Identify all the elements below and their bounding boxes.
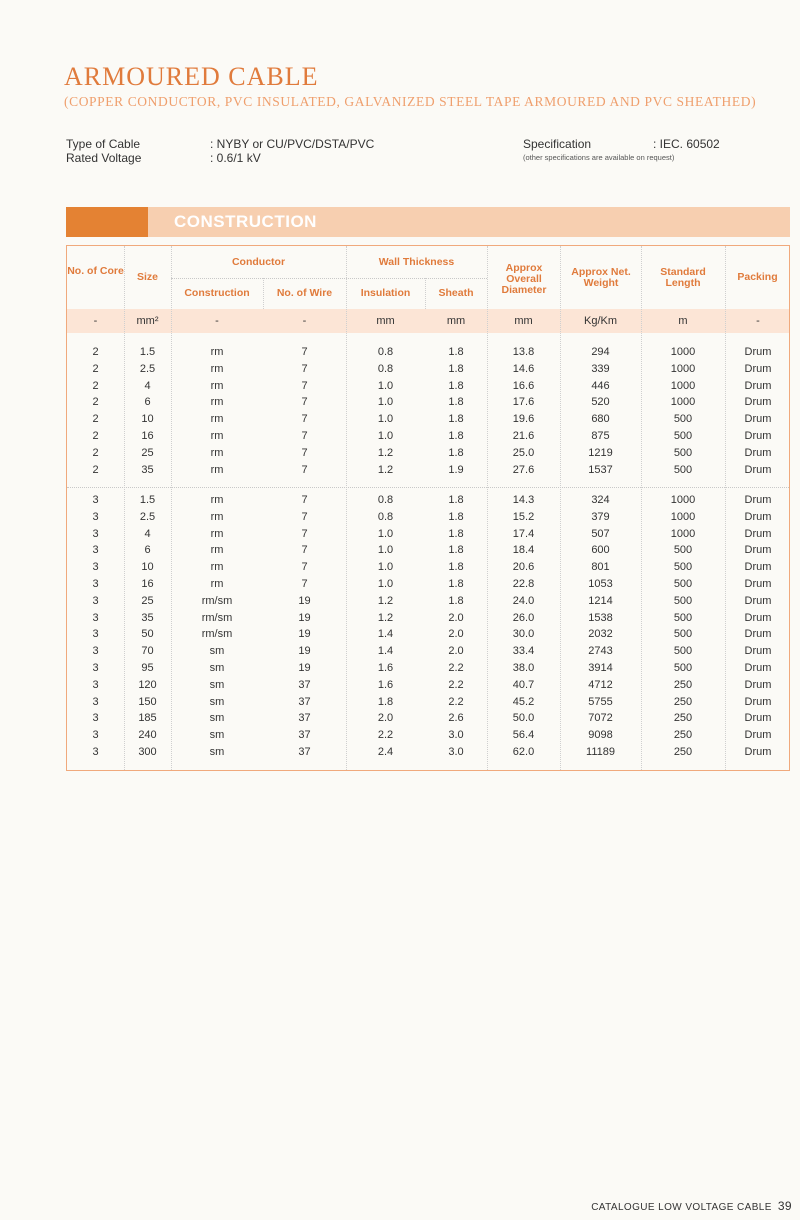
header-approx-diameter: Approx Overall Diameter [501,262,547,296]
cell-insulation: 1.0 [377,396,394,409]
cell-size: 185 [138,712,157,725]
cell-wire: 7 [301,463,308,476]
cell-construction: sm [209,645,225,658]
cable-specs [66,137,374,165]
cell-sheath: 1.9 [448,463,464,476]
cell-diameter: 17.4 [512,527,535,540]
cell-weight: 1219 [588,446,613,459]
header-approx-weight: Approx Net. Weight [571,266,631,289]
cell-insulation: 1.4 [377,628,394,641]
cell-construction: rm [210,446,224,459]
cell-size: 16 [141,430,154,442]
cell-sheath: 2.2 [448,678,464,691]
cell-length: 1000 [670,510,696,523]
cell-length: 500 [673,594,693,607]
unit-insulation: mm [376,315,395,327]
cell-weight: 446 [591,379,610,392]
cell-wire: 19 [298,645,311,658]
cell-sheath: 1.8 [448,379,464,392]
cell-diameter: 18.4 [512,544,535,557]
cell-construction: sm [209,729,225,742]
cell-weight: 379 [591,510,610,523]
cell-sheath: 1.8 [448,396,464,409]
header-size: Size [136,271,158,283]
cell-insulation: 1.2 [377,594,394,607]
cell-weight: 1214 [588,594,613,607]
cell-diameter: 45.2 [512,695,535,708]
cell-size: 35 [141,463,154,476]
cell-sheath: 1.8 [448,544,464,557]
cell-sheath: 3.0 [448,746,464,758]
cell-insulation: 1.0 [377,544,394,557]
cell-length: 500 [673,662,693,674]
cell-diameter: 26.0 [512,611,535,624]
cell-diameter: 24.0 [512,594,535,607]
cell-construction: rm [210,578,224,590]
cell-sheath: 1.8 [448,413,464,426]
cell-insulation: 1.0 [377,379,394,392]
cell-wire: 7 [301,396,308,409]
cell-size: 25 [141,446,154,459]
cell-insulation: 2.2 [377,729,394,742]
cell-weight: 11189 [586,746,615,758]
cell-size: 1.5 [139,494,156,506]
cell-core: 2 [92,446,99,459]
cell-wire: 7 [301,494,308,506]
cell-core: 3 [92,712,99,725]
cell-size: 25 [141,594,154,607]
cell-core: 2 [92,413,99,426]
cell-weight: 801 [591,561,610,574]
spec-value: : IEC. 60502 [653,137,720,151]
cell-length: 250 [673,746,693,758]
cell-length: 1000 [670,362,696,375]
cell-sheath: 3.0 [448,729,464,742]
cell-wire: 7 [301,578,308,590]
cell-diameter: 25.0 [512,446,535,459]
cell-weight: 2032 [588,628,613,641]
cell-wire: 7 [301,346,308,358]
cell-diameter: 62.0 [512,746,535,758]
cell-packing: Drum [744,430,772,442]
cell-insulation: 1.0 [377,578,394,590]
cell-wire: 7 [301,413,308,426]
cell-packing: Drum [744,712,772,725]
type-value: : NYBY or CU/PVC/DSTA/PVC [210,137,375,151]
cell-construction: rm [210,346,224,358]
page-number: 39 [777,1199,792,1213]
cell-insulation: 1.8 [377,695,394,708]
cell-size: 300 [138,746,157,758]
cell-wire: 37 [298,695,311,708]
unit-wire: - [302,315,307,327]
header-conductor: Conductor [231,256,286,268]
cell-diameter: 14.6 [512,362,535,375]
cell-packing: Drum [744,561,772,574]
cell-core: 2 [92,362,99,375]
cell-construction: rm [210,362,224,375]
cell-sheath: 1.8 [448,527,464,540]
header-standard-length: Standard Length [660,266,706,289]
cell-packing: Drum [744,645,772,658]
cell-construction: rm [210,544,224,557]
cell-weight: 507 [591,527,610,540]
cell-size: 6 [144,396,151,409]
cell-sheath: 1.8 [448,446,464,459]
cell-wire: 7 [301,379,308,392]
cell-core: 3 [92,695,99,708]
cell-sheath: 1.8 [448,430,464,442]
unit-sheath: mm [446,315,466,327]
cell-packing: Drum [744,413,772,426]
cell-insulation: 1.2 [377,446,394,459]
cell-wire: 7 [301,430,308,442]
cell-sheath: 2.0 [448,611,464,624]
cell-sheath: 1.8 [448,346,464,358]
cell-insulation: 1.0 [377,413,394,426]
cell-weight: 324 [591,494,610,506]
cell-sheath: 1.8 [448,362,464,375]
cell-insulation: 1.0 [377,430,394,442]
cell-length: 1000 [670,494,696,506]
cell-diameter: 33.4 [512,645,535,658]
cell-diameter: 30.0 [512,628,535,641]
cell-core: 3 [92,578,99,590]
cell-packing: Drum [744,729,772,742]
cell-weight: 520 [591,396,610,409]
cell-construction: rm [210,379,224,392]
spec-label: Specification [523,137,592,151]
cell-packing: Drum [744,362,772,375]
cell-sheath: 1.8 [448,510,464,523]
cell-diameter: 17.6 [512,396,535,409]
cell-core: 3 [92,494,99,506]
cell-length: 500 [673,413,693,426]
cell-length: 1000 [670,346,696,358]
cell-core: 3 [92,527,99,540]
cell-packing: Drum [744,446,772,459]
cell-packing: Drum [744,695,772,708]
cell-sheath: 1.8 [448,594,464,607]
spec-note: (other specifications are available on request) [523,153,675,162]
cell-size: 10 [141,413,154,426]
unit-construction: - [215,315,219,327]
unit-diameter: mm [514,315,533,327]
header-construction: Construction [184,287,250,299]
cell-insulation: 1.6 [377,678,394,691]
cell-construction: rm/sm [201,611,233,624]
cell-sheath: 2.0 [448,628,464,641]
cell-core: 3 [92,611,99,624]
cell-construction: sm [209,746,225,758]
cell-weight: 875 [591,430,610,442]
cell-diameter: 15.2 [512,510,535,523]
cell-length: 500 [673,544,693,557]
cell-insulation: 0.8 [377,362,394,375]
cell-size: 95 [141,662,154,674]
cell-length: 500 [673,430,693,442]
cell-weight: 294 [591,346,610,358]
cell-packing: Drum [744,611,772,624]
cell-packing: Drum [744,544,772,557]
cell-packing: Drum [744,379,772,392]
cell-diameter: 40.7 [512,678,535,691]
cell-size: 2.5 [139,362,156,375]
cell-construction: sm [209,678,225,691]
cell-construction: rm [210,510,224,523]
cell-weight: 339 [591,362,610,375]
page-title: ARMOURED CABLE [64,62,319,91]
cell-diameter: 20.6 [512,561,535,574]
section-band [66,207,790,237]
cell-core: 3 [92,746,99,758]
cell-wire: 37 [298,712,311,725]
cell-weight: 2743 [588,645,613,658]
cell-wire: 7 [301,544,308,557]
cell-core: 2 [92,396,99,409]
cell-wire: 37 [298,746,311,758]
cell-length: 250 [673,712,693,725]
cell-diameter: 21.6 [512,430,535,442]
cell-wire: 7 [301,561,308,574]
cell-size: 10 [141,561,154,574]
cell-wire: 37 [298,678,311,691]
cell-insulation: 0.8 [377,494,394,506]
cell-insulation: 1.2 [377,611,394,624]
band-accent [66,207,148,237]
cell-packing: Drum [744,396,772,409]
cell-sheath: 2.6 [448,712,464,725]
cell-weight: 1538 [588,611,613,624]
cell-length: 500 [673,446,693,459]
cell-construction: rm [210,527,224,540]
cell-core: 3 [92,729,99,742]
cell-insulation: 0.8 [377,510,394,523]
cell-construction: rm [210,430,224,442]
cell-size: 6 [144,544,151,557]
cell-insulation: 2.4 [377,746,394,758]
specification-info [523,137,720,165]
cell-wire: 19 [298,628,311,641]
cell-core: 3 [92,544,99,557]
cell-sheath: 1.8 [448,494,464,506]
cell-weight: 5755 [588,695,613,708]
cell-core: 2 [92,346,99,358]
cell-core: 2 [92,463,99,476]
cell-length: 500 [673,463,693,476]
cell-insulation: 1.0 [377,561,394,574]
cell-size: 150 [138,695,157,708]
cell-length: 500 [673,561,693,574]
cell-core: 3 [92,594,99,607]
cell-diameter: 50.0 [512,712,535,725]
catalogue-name: CATALOGUE LOW VOLTAGE CABLE [591,1202,772,1213]
cell-wire: 19 [298,594,311,607]
header-sheath: Sheath [438,287,474,299]
cell-size: 50 [141,628,154,641]
cell-sheath: 2.2 [448,695,464,708]
cell-length: 250 [673,678,693,691]
header-no-of-wire: No. of Wire [276,287,333,299]
cell-length: 1000 [670,527,696,540]
cell-construction: rm [210,463,224,476]
voltage-label: Rated Voltage [66,151,142,165]
unit-core: - [93,315,98,327]
cell-sheath: 1.8 [448,561,464,574]
cell-size: 16 [141,578,154,590]
cell-construction: sm [209,712,225,725]
cell-sheath: 1.8 [448,578,464,590]
cell-insulation: 1.4 [377,645,394,658]
cell-weight: 9098 [588,729,613,742]
unit-packing: - [756,315,760,327]
cell-insulation: 0.8 [377,346,394,358]
cell-weight: 1053 [588,578,613,590]
cell-size: 35 [141,611,154,624]
cell-weight: 7072 [588,712,613,725]
cell-core: 3 [92,628,99,641]
cell-packing: Drum [744,494,772,506]
cell-core: 3 [92,510,99,523]
cell-wire: 19 [298,611,311,624]
cell-core: 3 [92,561,99,574]
cell-length: 500 [673,611,693,624]
cell-weight: 600 [591,544,610,557]
cell-length: 500 [673,578,693,590]
header-packing: Packing [737,271,778,283]
cell-size: 4 [144,527,151,540]
cell-wire: 19 [298,662,311,674]
cell-core: 3 [92,645,99,658]
cell-construction: sm [209,662,225,674]
cell-length: 250 [673,729,693,742]
cell-construction: sm [209,695,225,708]
cell-insulation: 2.0 [377,712,394,725]
cell-core: 2 [92,379,99,392]
header-no-of-core: No. of Core [67,265,124,277]
cell-sheath: 2.2 [448,662,464,674]
cell-core: 3 [92,662,99,674]
unit-size: mm² [136,315,159,327]
cell-size: 240 [138,729,157,742]
cell-packing: Drum [744,578,772,590]
cell-length: 1000 [670,379,696,392]
cell-length: 500 [673,645,693,658]
cell-packing: Drum [744,510,772,523]
voltage-value: : 0.6/1 kV [210,151,261,165]
cell-wire: 7 [301,527,308,540]
cell-core: 3 [92,678,99,691]
cell-size: 2.5 [139,510,156,523]
cell-packing: Drum [744,662,772,674]
cell-insulation: 1.0 [377,527,394,540]
section-title: CONSTRUCTION [174,212,317,231]
header-wall-thickness: Wall Thickness [378,256,455,268]
cell-diameter: 27.6 [512,463,535,476]
unit-length: m [678,315,688,327]
cell-insulation: 1.2 [377,463,394,476]
cell-core: 2 [92,430,99,442]
cell-size: 70 [141,645,154,658]
cell-diameter: 38.0 [512,662,535,674]
cell-length: 1000 [670,396,696,409]
type-label: Type of Cable [66,137,141,151]
cell-length: 500 [673,628,693,641]
cell-packing: Drum [744,346,772,358]
cell-construction: rm/sm [201,594,233,607]
page-footer [591,1199,792,1213]
cell-packing: Drum [744,527,772,540]
page-subtitle: (COPPER CONDUCTOR, PVC INSULATED, GALVANIZED STEEL TAPE ARMOURED AND PVC SHEATHED) [64,94,757,109]
unit-weight: Kg/Km [583,315,617,327]
cell-wire: 7 [301,362,308,375]
cell-weight: 680 [591,413,610,426]
cell-size: 120 [138,678,157,691]
cell-wire: 7 [301,510,308,523]
cell-weight: 1537 [588,463,613,476]
cell-construction: rm/sm [201,628,233,641]
cell-wire: 7 [301,446,308,459]
cell-diameter: 19.6 [512,413,535,426]
cell-construction: rm [210,494,224,506]
cell-construction: rm [210,413,224,426]
cell-weight: 3914 [588,662,613,674]
cell-insulation: 1.6 [377,662,394,674]
cell-weight: 4712 [588,678,613,691]
header-insulation: Insulation [360,287,411,299]
cell-diameter: 56.4 [512,729,535,742]
cell-diameter: 14.3 [512,494,535,506]
cell-length: 250 [673,695,693,708]
cell-size: 1.5 [139,346,156,358]
cell-diameter: 16.6 [512,379,535,392]
cell-size: 4 [144,379,151,392]
construction-table [66,245,790,771]
cell-diameter: 13.8 [512,346,535,358]
cell-packing: Drum [744,463,772,476]
cell-wire: 37 [298,729,311,742]
cell-sheath: 2.0 [448,645,464,658]
cell-packing: Drum [744,678,772,691]
cell-construction: rm [210,561,224,574]
cell-packing: Drum [744,628,772,641]
cell-packing: Drum [744,594,772,607]
cell-construction: rm [210,396,224,409]
cell-diameter: 22.8 [512,578,535,590]
cell-packing: Drum [744,746,772,758]
